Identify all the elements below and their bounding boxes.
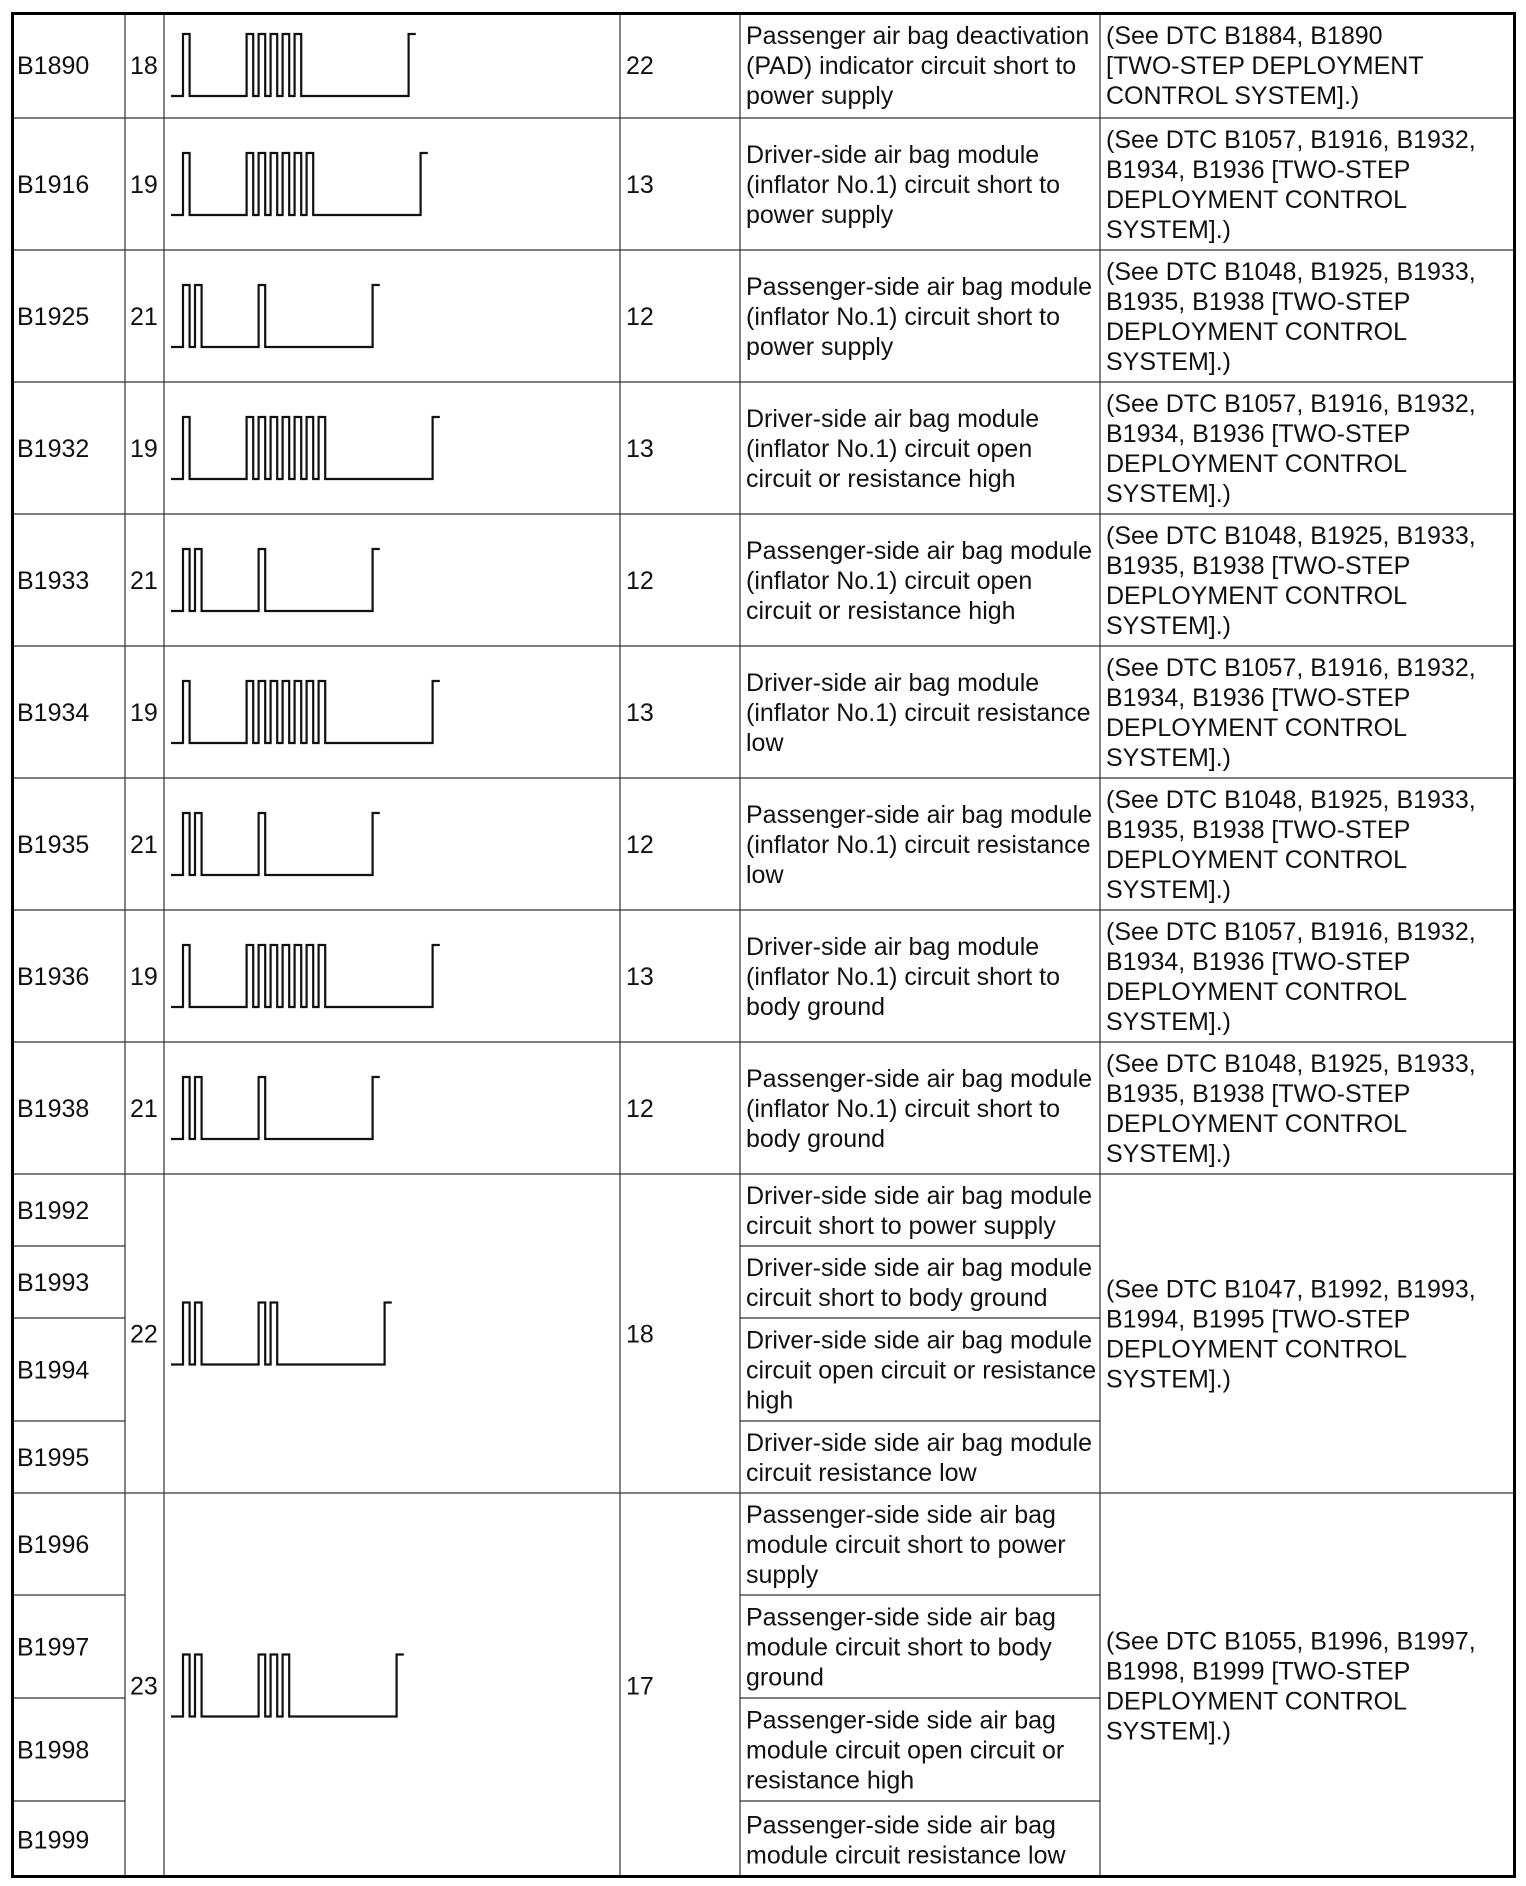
dtc-description: Passenger-side air bag module: [746, 801, 1093, 829]
dtc-description: high: [746, 1386, 794, 1415]
ecu-code: 12: [626, 831, 654, 859]
reference-text: SYSTEM].): [1106, 1717, 1232, 1746]
dtc-description: (inflator No.1) circuit open: [746, 435, 1033, 463]
flash-pattern-waveform: [171, 153, 428, 215]
dtc-code: B1925: [17, 303, 90, 331]
reference-text: (See DTC B1048, B1925, B1933,: [1106, 258, 1476, 286]
dtc-code: B1996: [17, 1531, 90, 1559]
dtc-description: module circuit open circuit or: [746, 1736, 1065, 1765]
reference-text: B1935, B1938 [TWO-STEP: [1106, 552, 1411, 580]
dtc-description: circuit resistance low: [746, 1459, 977, 1487]
dtc-code: B1935: [17, 831, 90, 859]
reference-text: DEPLOYMENT CONTROL: [1106, 186, 1407, 214]
dtc-description: Driver-side side air bag module: [746, 1182, 1092, 1210]
dtc-description: circuit or resistance high: [746, 465, 1016, 493]
dtc-description: Passenger-side side air bag: [746, 1706, 1056, 1735]
flash-pattern-waveform: [171, 1077, 380, 1139]
reference-text: (See DTC B1055, B1996, B1997,: [1106, 1627, 1476, 1656]
reference-text: SYSTEM].): [1106, 216, 1232, 244]
flash-pattern-waveform: [171, 1655, 404, 1717]
reference-text: [TWO-STEP DEPLOYMENT: [1106, 52, 1424, 80]
reference-text: B1934, B1936 [TWO-STEP: [1106, 684, 1411, 712]
dtc-description: Driver-side air bag module: [746, 933, 1040, 961]
reference-text: (See DTC B1048, B1925, B1933,: [1106, 786, 1476, 814]
ecu-code: 12: [626, 303, 654, 331]
reference-text: SYSTEM].): [1106, 1008, 1232, 1036]
flash-count: 21: [130, 303, 158, 331]
dtc-description: Passenger air bag deactivation: [746, 22, 1090, 50]
dtc-description: body ground: [746, 1125, 886, 1153]
flash-count: 19: [130, 171, 158, 199]
flash-pattern-waveform: [171, 34, 416, 96]
reference-text: SYSTEM].): [1106, 612, 1232, 640]
reference-text: SYSTEM].): [1106, 1140, 1232, 1168]
reference-text: (See DTC B1048, B1925, B1933,: [1106, 522, 1476, 550]
reference-text: B1998, B1999 [TWO-STEP: [1106, 1657, 1411, 1686]
dtc-description: module circuit short to body: [746, 1633, 1052, 1662]
reference-text: DEPLOYMENT CONTROL: [1106, 714, 1407, 742]
dtc-code: B1934: [17, 699, 90, 727]
dtc-description: power supply: [746, 333, 894, 361]
dtc-description: circuit short to body ground: [746, 1284, 1048, 1312]
reference-text: SYSTEM].): [1106, 348, 1232, 376]
dtc-description: Driver-side side air bag module: [746, 1326, 1092, 1355]
dtc-description: Passenger-side side air bag: [746, 1501, 1056, 1529]
dtc-code: B1993: [17, 1269, 90, 1297]
dtc-description: power supply: [746, 201, 894, 229]
reference-text: (See DTC B1057, B1916, B1932,: [1106, 654, 1476, 682]
reference-text: B1935, B1938 [TWO-STEP: [1106, 288, 1411, 316]
dtc-description: Passenger-side side air bag: [746, 1811, 1056, 1840]
flash-count: 21: [130, 1095, 158, 1123]
reference-text: (See DTC B1884, B1890: [1106, 22, 1383, 50]
flash-pattern-waveform: [171, 285, 380, 347]
dtc-description: circuit open circuit or resistance: [746, 1356, 1097, 1385]
dtc-code: B1995: [17, 1444, 90, 1472]
flash-count: 19: [130, 435, 158, 463]
reference-text: (See DTC B1057, B1916, B1932,: [1106, 126, 1476, 154]
dtc-description: ground: [746, 1663, 824, 1692]
dtc-description: circuit or resistance high: [746, 597, 1016, 625]
reference-text: DEPLOYMENT CONTROL: [1106, 318, 1407, 346]
dtc-description: Passenger-side air bag module: [746, 1065, 1093, 1093]
reference-text: DEPLOYMENT CONTROL: [1106, 582, 1407, 610]
dtc-code: B1936: [17, 963, 90, 991]
reference-text: SYSTEM].): [1106, 876, 1232, 904]
dtc-description: circuit short to power supply: [746, 1212, 1056, 1240]
flash-pattern-waveform: [171, 681, 440, 743]
flash-count: 22: [130, 1320, 158, 1349]
dtc-code: B1890: [17, 52, 90, 80]
reference-text: B1994, B1995 [TWO-STEP: [1106, 1305, 1411, 1334]
dtc-description: resistance high: [746, 1766, 915, 1795]
dtc-description: (inflator No.1) circuit short to: [746, 303, 1060, 331]
dtc-code: B1998: [17, 1736, 90, 1765]
flash-count: 19: [130, 699, 158, 727]
dtc-description: Driver-side side air bag module: [746, 1429, 1092, 1457]
ecu-code: 17: [626, 1672, 654, 1701]
dtc-description: Passenger-side air bag module: [746, 537, 1093, 565]
flash-count: 21: [130, 831, 158, 859]
dtc-description: module circuit resistance low: [746, 1841, 1066, 1870]
reference-text: DEPLOYMENT CONTROL: [1106, 846, 1407, 874]
dtc-code: B1932: [17, 435, 90, 463]
ecu-code: 13: [626, 171, 654, 199]
flash-pattern-waveform: [171, 1303, 392, 1365]
ecu-code: 12: [626, 567, 654, 595]
reference-text: (See DTC B1048, B1925, B1933,: [1106, 1050, 1476, 1078]
dtc-code: B1938: [17, 1095, 90, 1123]
reference-text: SYSTEM].): [1106, 744, 1232, 772]
dtc-description: (inflator No.1) circuit open: [746, 567, 1033, 595]
dtc-description: low: [746, 729, 784, 757]
reference-text: DEPLOYMENT CONTROL: [1106, 1687, 1407, 1716]
reference-text: SYSTEM].): [1106, 480, 1232, 508]
reference-text: DEPLOYMENT CONTROL: [1106, 1335, 1407, 1364]
dtc-table-svg: [11, 12, 1516, 1878]
ecu-code: 13: [626, 435, 654, 463]
dtc-code: B1992: [17, 1197, 90, 1225]
ecu-code: 13: [626, 963, 654, 991]
reference-text: (See DTC B1057, B1916, B1932,: [1106, 918, 1476, 946]
reference-text: CONTROL SYSTEM].): [1106, 82, 1360, 110]
dtc-code: B1999: [17, 1826, 90, 1855]
dtc-description: (inflator No.1) circuit resistance: [746, 699, 1091, 727]
dtc-description: Driver-side side air bag module: [746, 1254, 1092, 1282]
dtc-description: (inflator No.1) circuit short to: [746, 963, 1060, 991]
dtc-description: supply: [746, 1561, 819, 1589]
flash-count: 19: [130, 963, 158, 991]
reference-text: (See DTC B1047, B1992, B1993,: [1106, 1275, 1476, 1304]
ecu-code: 18: [626, 1320, 654, 1349]
dtc-code: B1997: [17, 1633, 90, 1662]
flash-count: 23: [130, 1672, 158, 1701]
dtc-description: power supply: [746, 82, 894, 110]
dtc-description: Passenger-side air bag module: [746, 273, 1093, 301]
reference-text: B1934, B1936 [TWO-STEP: [1106, 420, 1411, 448]
dtc-description: module circuit short to power: [746, 1531, 1066, 1559]
reference-text: DEPLOYMENT CONTROL: [1106, 1110, 1407, 1138]
dtc-description: Driver-side air bag module: [746, 669, 1040, 697]
dtc-description: (inflator No.1) circuit short to: [746, 1095, 1060, 1123]
dtc-description: body ground: [746, 993, 886, 1021]
reference-text: (See DTC B1057, B1916, B1932,: [1106, 390, 1476, 418]
flash-pattern-waveform: [171, 813, 380, 875]
flash-count: 18: [130, 52, 158, 80]
reference-text: B1935, B1938 [TWO-STEP: [1106, 816, 1411, 844]
reference-text: SYSTEM].): [1106, 1365, 1232, 1394]
reference-text: DEPLOYMENT CONTROL: [1106, 978, 1407, 1006]
dtc-code: B1933: [17, 567, 90, 595]
flash-pattern-waveform: [171, 945, 440, 1007]
dtc-code: B1916: [17, 171, 90, 199]
flash-count: 21: [130, 567, 158, 595]
dtc-description: Passenger-side side air bag: [746, 1603, 1056, 1632]
dtc-description: low: [746, 861, 784, 889]
dtc-description: Driver-side air bag module: [746, 405, 1040, 433]
dtc-code: B1994: [17, 1356, 90, 1385]
reference-text: DEPLOYMENT CONTROL: [1106, 450, 1407, 478]
reference-text: B1934, B1936 [TWO-STEP: [1106, 156, 1411, 184]
dtc-description: (inflator No.1) circuit resistance: [746, 831, 1091, 859]
flash-pattern-waveform: [171, 549, 380, 611]
dtc-table: [11, 12, 1516, 1878]
ecu-code: 13: [626, 699, 654, 727]
ecu-code: 12: [626, 1095, 654, 1123]
dtc-description: Driver-side air bag module: [746, 141, 1040, 169]
flash-pattern-waveform: [171, 417, 440, 479]
ecu-code: 22: [626, 52, 654, 80]
reference-text: B1934, B1936 [TWO-STEP: [1106, 948, 1411, 976]
dtc-description: (PAD) indicator circuit short to: [746, 52, 1077, 80]
dtc-description: (inflator No.1) circuit short to: [746, 171, 1060, 199]
reference-text: B1935, B1938 [TWO-STEP: [1106, 1080, 1411, 1108]
